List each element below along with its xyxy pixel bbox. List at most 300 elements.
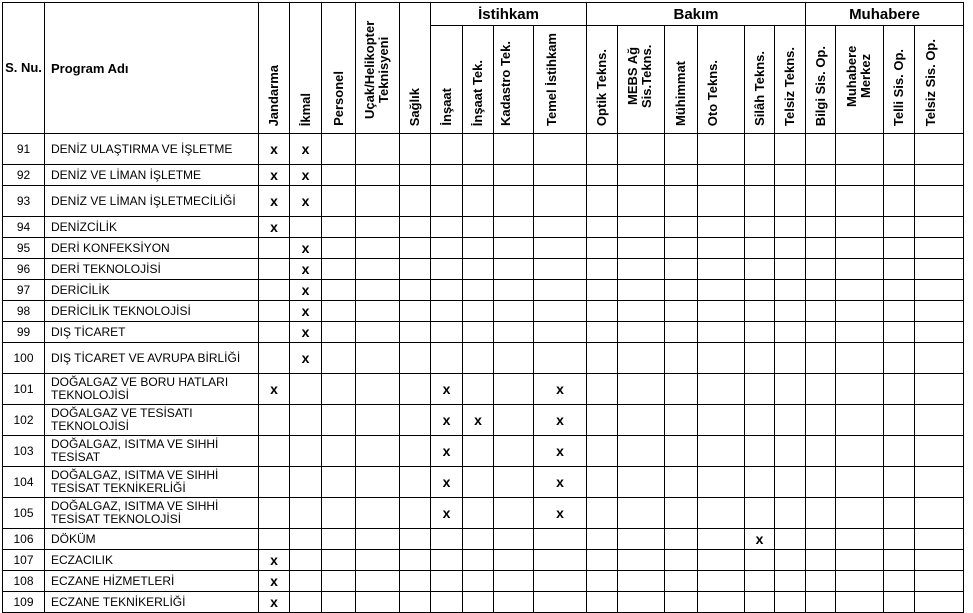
cell: [356, 134, 400, 165]
cell: [884, 343, 915, 374]
row-number: 107: [3, 550, 45, 571]
cell: [745, 280, 775, 301]
cell: [915, 374, 964, 405]
cell: [400, 571, 431, 592]
cell: [290, 374, 322, 405]
program-name: DERİ TEKNOLOJİSİ: [45, 259, 259, 280]
cell: [322, 322, 356, 343]
cell: [618, 571, 665, 592]
cell: [698, 343, 745, 374]
cell: [587, 405, 618, 436]
cell: [836, 592, 884, 613]
cell: [494, 498, 534, 529]
cell: [806, 550, 836, 571]
cell: [618, 280, 665, 301]
cell: [618, 186, 665, 217]
table-row: [3, 374, 964, 405]
cell: [494, 238, 534, 259]
program-name: DENİZ VE LİMAN İŞLETMECİLİĞİ: [45, 186, 259, 217]
cell: [356, 217, 400, 238]
cell-mark: x: [745, 529, 775, 550]
cell: [259, 322, 290, 343]
cell: [463, 343, 494, 374]
cell: [322, 405, 356, 436]
cell: [618, 550, 665, 571]
cell: [400, 374, 431, 405]
cell-mark: x: [431, 405, 463, 436]
cell: [494, 280, 534, 301]
cell: [775, 134, 806, 165]
cell: [915, 498, 964, 529]
cell: [431, 238, 463, 259]
col-header-insaat-tek: İnşaat Tek.: [463, 26, 494, 134]
cell: [463, 259, 494, 280]
cell: [322, 498, 356, 529]
cell: [400, 134, 431, 165]
cell: [698, 301, 745, 322]
cell: [463, 134, 494, 165]
program-name: DERİCİLİK: [45, 280, 259, 301]
cell: [322, 467, 356, 498]
cell: [665, 571, 698, 592]
cell: [400, 436, 431, 467]
table-row: [3, 134, 964, 165]
cell: [494, 301, 534, 322]
cell: [698, 322, 745, 343]
cell: [665, 405, 698, 436]
row-number: 98: [3, 301, 45, 322]
cell: [322, 529, 356, 550]
program-name: DIŞ TİCARET: [45, 322, 259, 343]
cell: [884, 238, 915, 259]
col-header-personel: Personel: [322, 3, 356, 134]
cell: [915, 322, 964, 343]
cell: [618, 592, 665, 613]
cell: [356, 343, 400, 374]
cell: [745, 436, 775, 467]
cell-mark: x: [259, 186, 290, 217]
cell: [665, 134, 698, 165]
cell: [463, 280, 494, 301]
cell: [494, 259, 534, 280]
cell: [884, 301, 915, 322]
cell: [587, 529, 618, 550]
table-row: [3, 280, 964, 301]
cell: [463, 571, 494, 592]
cell: [356, 436, 400, 467]
cell: [665, 436, 698, 467]
cell: [534, 280, 587, 301]
table-row: [3, 498, 964, 529]
cell: [290, 405, 322, 436]
col-header-oto-tekns: Oto Tekns.: [698, 26, 745, 134]
cell: [587, 165, 618, 186]
cell: [665, 592, 698, 613]
cell: [745, 165, 775, 186]
row-number: 100: [3, 343, 45, 374]
cell: [806, 217, 836, 238]
cell: [836, 134, 884, 165]
cell: [915, 217, 964, 238]
cell: [431, 217, 463, 238]
cell-mark: x: [534, 436, 587, 467]
cell: [836, 529, 884, 550]
cell-mark: x: [534, 467, 587, 498]
cell: [915, 529, 964, 550]
cell: [356, 374, 400, 405]
program-name: DOĞALGAZ, ISITMA VE SIHHİ TESİSAT TEKNİKERLİĞİ: [45, 467, 259, 498]
cell: [836, 259, 884, 280]
cell: [836, 186, 884, 217]
col-header-saglik: Sağlık: [400, 3, 431, 134]
cell: [806, 529, 836, 550]
cell: [836, 498, 884, 529]
cell: [915, 134, 964, 165]
cell: [665, 374, 698, 405]
cell: [322, 343, 356, 374]
program-name: DOĞALGAZ, ISITMA VE SIHHİ TESİSAT: [45, 436, 259, 467]
cell-mark: x: [431, 374, 463, 405]
cell: [400, 186, 431, 217]
cell: [618, 467, 665, 498]
cell: [806, 280, 836, 301]
cell: [806, 343, 836, 374]
cell: [665, 259, 698, 280]
cell: [356, 529, 400, 550]
cell: [618, 436, 665, 467]
cell: [698, 165, 745, 186]
col-header-optik-tekns: Optik Tekns.: [587, 26, 618, 134]
cell: [775, 498, 806, 529]
program-table: [2, 2, 964, 613]
cell-mark: x: [290, 259, 322, 280]
cell: [915, 280, 964, 301]
cell: [463, 186, 494, 217]
cell: [587, 134, 618, 165]
cell-mark: x: [290, 134, 322, 165]
cell: [806, 165, 836, 186]
table-row: [3, 238, 964, 259]
cell: [463, 498, 494, 529]
cell: [884, 374, 915, 405]
cell: [745, 550, 775, 571]
cell: [698, 217, 745, 238]
cell: [775, 467, 806, 498]
cell: [665, 322, 698, 343]
row-number: 94: [3, 217, 45, 238]
cell: [665, 529, 698, 550]
cell: [494, 165, 534, 186]
cell: [618, 217, 665, 238]
program-name-header: Program Adı: [45, 3, 259, 134]
cell: [494, 374, 534, 405]
cell: [806, 436, 836, 467]
cell: [587, 217, 618, 238]
col-header-telsiz-tekns: Telsiz Tekns.: [775, 26, 806, 134]
cell: [884, 550, 915, 571]
cell: [356, 186, 400, 217]
cell: [494, 467, 534, 498]
row-number: 93: [3, 186, 45, 217]
row-number: 95: [3, 238, 45, 259]
cell: [698, 550, 745, 571]
cell: [665, 343, 698, 374]
cell: [356, 322, 400, 343]
cell: [915, 436, 964, 467]
cell: [884, 498, 915, 529]
cell: [400, 550, 431, 571]
cell: [884, 165, 915, 186]
cell: [745, 498, 775, 529]
cell-mark: x: [534, 405, 587, 436]
col-header-telli-sis-op: Telli Sis. Op.: [884, 26, 915, 134]
cell: [884, 280, 915, 301]
cell: [665, 467, 698, 498]
cell: [698, 467, 745, 498]
cell: [698, 529, 745, 550]
cell: [745, 571, 775, 592]
cell: [836, 343, 884, 374]
cell: [356, 498, 400, 529]
cell-mark: x: [259, 165, 290, 186]
cell: [587, 322, 618, 343]
cell: [587, 374, 618, 405]
col-header-ikmal: İkmal: [290, 3, 322, 134]
cell-mark: x: [290, 280, 322, 301]
cell: [587, 343, 618, 374]
cell: [775, 217, 806, 238]
cell: [618, 343, 665, 374]
cell-mark: x: [290, 301, 322, 322]
row-number: 103: [3, 436, 45, 467]
cell: [494, 592, 534, 613]
cell: [775, 259, 806, 280]
cell: [534, 259, 587, 280]
cell: [431, 280, 463, 301]
cell: [775, 529, 806, 550]
col-header-insaat: İnşaat: [431, 26, 463, 134]
cell: [431, 186, 463, 217]
cell: [775, 165, 806, 186]
cell: [884, 259, 915, 280]
cell: [494, 217, 534, 238]
row-number: 108: [3, 571, 45, 592]
cell: [322, 301, 356, 322]
program-name: DENİZ VE LİMAN İŞLETME: [45, 165, 259, 186]
cell: [745, 405, 775, 436]
table-row: [3, 186, 964, 217]
cell: [884, 217, 915, 238]
cell-mark: x: [431, 436, 463, 467]
row-number: 105: [3, 498, 45, 529]
cell: [463, 529, 494, 550]
cell: [698, 259, 745, 280]
program-name: DENİZCİLİK: [45, 217, 259, 238]
cell: [698, 592, 745, 613]
cell: [290, 217, 322, 238]
cell: [400, 405, 431, 436]
cell: [259, 259, 290, 280]
group-header-istihkam: İstihkam: [431, 3, 587, 26]
cell: [259, 405, 290, 436]
table-row: [3, 592, 964, 613]
cell: [884, 436, 915, 467]
cell: [775, 280, 806, 301]
cell-mark: x: [259, 571, 290, 592]
cell: [698, 374, 745, 405]
cell: [618, 134, 665, 165]
cell: [494, 405, 534, 436]
cell-mark: x: [259, 217, 290, 238]
cell: [463, 165, 494, 186]
cell: [463, 592, 494, 613]
row-number: 102: [3, 405, 45, 436]
cell: [618, 301, 665, 322]
cell: [618, 322, 665, 343]
cell: [618, 529, 665, 550]
cell: [745, 134, 775, 165]
cell: [884, 529, 915, 550]
program-name: DOĞALGAZ VE BORU HATLARI TEKNOLOJİSİ: [45, 374, 259, 405]
cell: [463, 238, 494, 259]
cell: [587, 467, 618, 498]
cell: [698, 186, 745, 217]
cell: [322, 238, 356, 259]
cell: [290, 571, 322, 592]
cell: [400, 592, 431, 613]
table-row: [3, 343, 964, 374]
cell: [400, 217, 431, 238]
cell: [806, 374, 836, 405]
cell: [836, 322, 884, 343]
cell: [836, 165, 884, 186]
col-header-temel-istihkam: Temel İstihkam: [534, 26, 587, 134]
cell: [745, 186, 775, 217]
cell: [884, 592, 915, 613]
cell: [806, 592, 836, 613]
cell: [806, 301, 836, 322]
cell: [745, 217, 775, 238]
cell: [775, 571, 806, 592]
cell: [494, 550, 534, 571]
program-name: DOĞALGAZ VE TESİSATI TEKNOLOJİSİ: [45, 405, 259, 436]
cell: [775, 322, 806, 343]
row-number: 96: [3, 259, 45, 280]
cell: [806, 186, 836, 217]
cell: [915, 343, 964, 374]
cell: [356, 550, 400, 571]
cell: [665, 280, 698, 301]
cell: [356, 301, 400, 322]
cell: [322, 186, 356, 217]
table-row: [3, 436, 964, 467]
cell: [463, 217, 494, 238]
cell: [587, 592, 618, 613]
cell: [587, 498, 618, 529]
cell: [745, 322, 775, 343]
cell: [806, 134, 836, 165]
cell: [356, 571, 400, 592]
cell: [322, 217, 356, 238]
cell: [698, 238, 745, 259]
cell: [259, 280, 290, 301]
cell: [400, 301, 431, 322]
row-number: 99: [3, 322, 45, 343]
cell: [463, 436, 494, 467]
cell: [534, 217, 587, 238]
cell: [665, 550, 698, 571]
cell: [400, 322, 431, 343]
col-header-mebs-ag: MEBS Ağ Sis.Tekns.: [618, 26, 665, 134]
cell: [356, 238, 400, 259]
cell: [587, 280, 618, 301]
cell-mark: x: [259, 592, 290, 613]
program-name: DIŞ TİCARET VE AVRUPA BİRLİĞİ: [45, 343, 259, 374]
cell: [356, 165, 400, 186]
sn-header: S. Nu.: [3, 3, 45, 134]
cell: [836, 405, 884, 436]
cell: [806, 238, 836, 259]
cell: [290, 436, 322, 467]
cell: [884, 186, 915, 217]
cell: [698, 405, 745, 436]
cell: [745, 592, 775, 613]
cell: [322, 592, 356, 613]
cell: [698, 280, 745, 301]
col-header-jandarma: Jandarma: [259, 3, 290, 134]
cell: [618, 374, 665, 405]
table-row: [3, 165, 964, 186]
cell: [400, 529, 431, 550]
program-name: DÖKÜM: [45, 529, 259, 550]
cell: [745, 238, 775, 259]
cell: [915, 259, 964, 280]
cell: [534, 238, 587, 259]
cell: [322, 571, 356, 592]
cell-mark: x: [431, 467, 463, 498]
cell: [915, 301, 964, 322]
cell: [775, 238, 806, 259]
cell-mark: x: [259, 374, 290, 405]
cell: [494, 529, 534, 550]
col-header-kadastro-tek: Kadastro Tek.: [494, 26, 534, 134]
cell: [587, 301, 618, 322]
cell: [587, 186, 618, 217]
cell: [431, 134, 463, 165]
program-name: DENİZ ULAŞTIRMA VE İŞLETME: [45, 134, 259, 165]
cell: [775, 343, 806, 374]
cell: [356, 467, 400, 498]
cell: [463, 550, 494, 571]
cell: [534, 134, 587, 165]
program-name: ECZANE HİZMETLERİ: [45, 571, 259, 592]
col-header-bilgi-sis-op: Bilgi Sis. Op.: [806, 26, 836, 134]
cell: [431, 259, 463, 280]
cell: [775, 186, 806, 217]
cell: [259, 301, 290, 322]
cell: [534, 186, 587, 217]
table-row: [3, 217, 964, 238]
cell: [884, 134, 915, 165]
cell: [587, 259, 618, 280]
group-header-muhabere: Muhabere: [806, 3, 964, 26]
cell: [745, 343, 775, 374]
cell: [884, 322, 915, 343]
cell: [494, 134, 534, 165]
cell: [322, 280, 356, 301]
row-number: 104: [3, 467, 45, 498]
cell-mark: x: [259, 134, 290, 165]
